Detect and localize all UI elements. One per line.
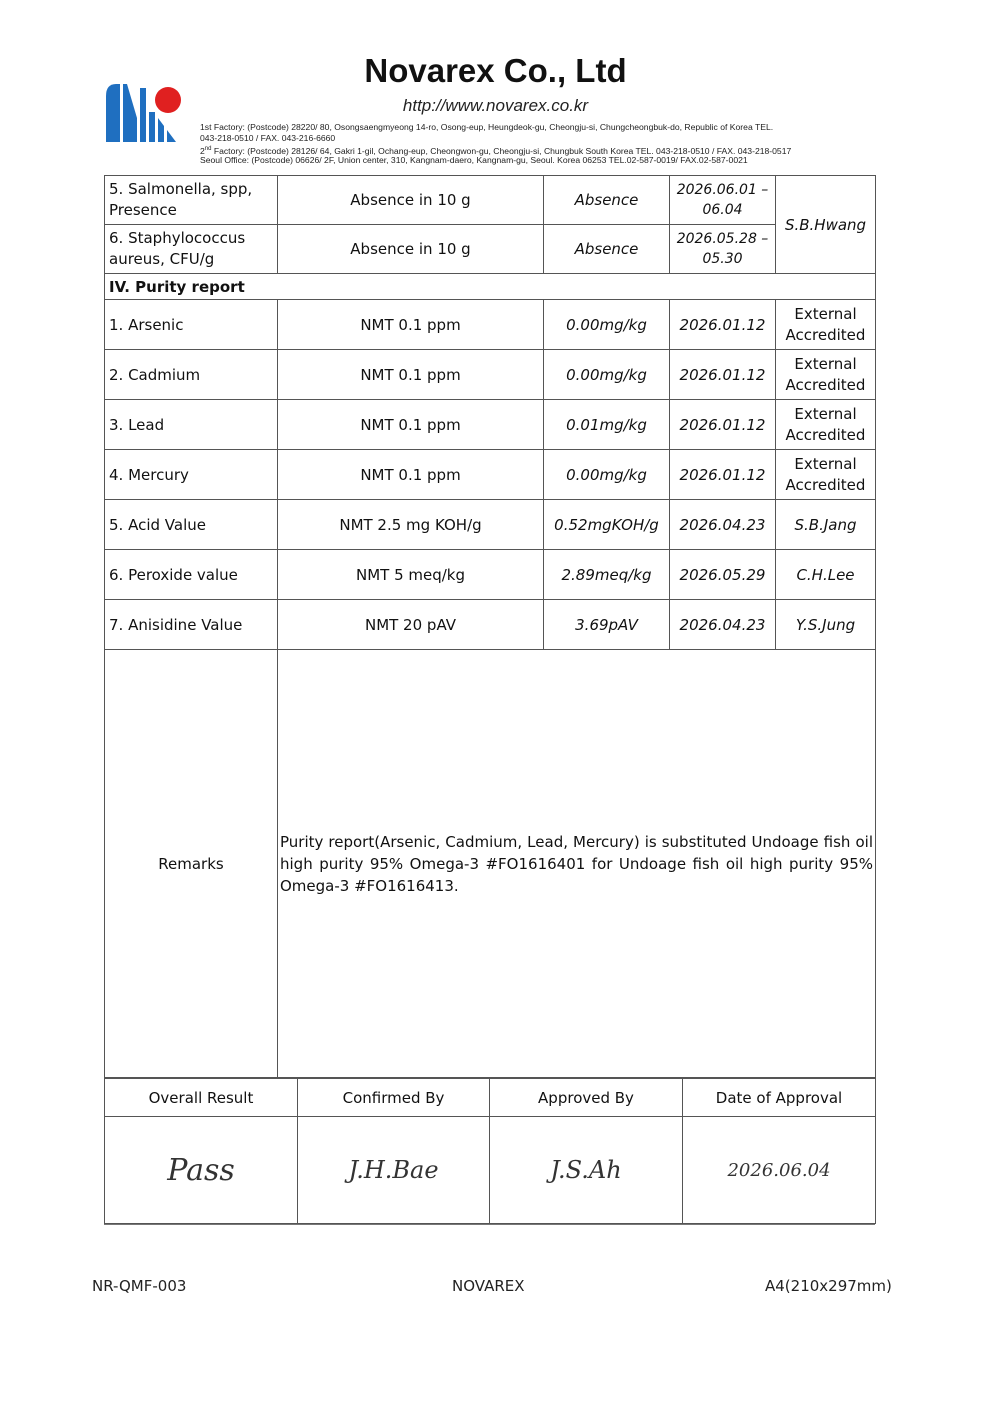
test-item: 4. Mercury [105,450,278,500]
remarks-label: Remarks [105,650,278,1078]
test-date: 2026.01.12 [670,400,776,450]
test-result: 0.52mgKOH/g [544,500,670,550]
test-date: 2026.04.23 [670,500,776,550]
table-row [105,550,876,600]
test-item: 6. Peroxide value [105,550,278,600]
section-title: IV. Purity report [105,274,876,300]
test-result: 3.69pAV [544,600,670,650]
overall-result-header: Overall Result [105,1079,298,1117]
test-result: 2.89meq/kg [544,550,670,600]
approval-header-row [105,1079,876,1117]
test-tester: Y.S.Jung [776,600,876,650]
table-row [105,225,876,274]
test-spec: NMT 0.1 ppm [278,350,544,400]
test-date: 2026.01.12 [670,350,776,400]
test-result: 0.01mg/kg [544,400,670,450]
table-row [105,600,876,650]
test-date: 2026.06.01 –06.04 [670,176,776,225]
table-row [105,300,876,350]
table-row [105,350,876,400]
test-tester: C.H.Lee [776,550,876,600]
test-item: 2. Cadmium [105,350,278,400]
paper-size: A4(210x297mm) [765,1277,892,1295]
approved-by-signature: J.S.Ah [490,1117,683,1224]
footer-brand: NOVAREX [452,1277,525,1295]
test-date: 2026.05.29 [670,550,776,600]
test-result: 0.00mg/kg [544,350,670,400]
test-date: 2026.01.12 [670,450,776,500]
approval-values-row [105,1117,876,1224]
test-item: 7. Anisidine Value [105,600,278,650]
seoul-office-address: Seoul Office: (Postcode) 06626/ 2F, Union center, 310, Kangnam-daero, Kangnam-gu, Seoul. Korea 06253 TEL.02-587-0019/ FAX.02-587-0021 [200,155,748,165]
confirmed-by-header: Confirmed By [298,1079,490,1117]
test-tester: External Accredited [776,400,876,450]
test-tester: External Accredited [776,300,876,350]
test-date: 2026.04.23 [670,600,776,650]
company-name: Novarex Co., Ltd [364,52,627,89]
form-code: NR-QMF-003 [92,1277,187,1295]
test-item: 5. Salmonella, spp, Presence [105,176,278,225]
remarks-text: Purity report(Arsenic, Cadmium, Lead, Mercury) is substituted Undoage fish oil high purity 95% Omega-3 #FO1616401 for Undoage fish oil high purity 95% Omega-3 #FO1616413. [278,650,876,1078]
test-spec: NMT 0.1 ppm [278,300,544,350]
test-spec: NMT 0.1 ppm [278,400,544,450]
test-item: 5. Acid Value [105,500,278,550]
test-item: 3. Lead [105,400,278,450]
test-spec: NMT 2.5 mg KOH/g [278,500,544,550]
test-spec: NMT 5 meq/kg [278,550,544,600]
approved-by-header: Approved By [490,1079,683,1117]
test-result: 0.00mg/kg [544,450,670,500]
overall-result-value: Pass [105,1117,298,1224]
factory2-address: 2nd Factory: (Postcode) 28126/ 64, Gakri 1-gil, Ochang-eup, Cheongwon-gu, Cheongju-si, Chungbuk South Korea TEL. 043-218-0510 / FAX. 043-218-0517 [200,145,792,156]
test-result: 0.00mg/kg [544,300,670,350]
table-row [105,500,876,550]
date-of-approval-header: Date of Approval [683,1079,876,1117]
factory1-address: 1st Factory: (Postcode) 28220/ 80, Osongsaengmyeong 14-ro, Osong-eup, Heungdeok-gu, Cheongju-si, Chungcheongbuk-do, Republic of Korea TEL. [200,122,774,132]
test-date: 2026.05.28 –05.30 [670,225,776,274]
test-results-table [104,175,876,1078]
table-row [105,176,876,225]
date-of-approval-value: 2026.06.04 [683,1117,876,1224]
table-row [105,450,876,500]
section-header-row [105,274,876,300]
company-website: http://www.novarex.co.kr [402,96,589,115]
test-spec: NMT 20 pAV [278,600,544,650]
test-tester: External Accredited [776,350,876,400]
test-item: 1. Arsenic [105,300,278,350]
remarks-row [105,650,876,1078]
test-spec: NMT 0.1 ppm [278,450,544,500]
test-tester: External Accredited [776,450,876,500]
confirmed-by-signature: J.H.Bae [298,1117,490,1224]
approval-table [104,1078,876,1224]
bottom-rule [104,1224,875,1225]
test-tester: S.B.Jang [776,500,876,550]
test-spec: Absence in 10 g [278,176,544,225]
test-result: Absence [544,225,670,274]
test-date: 2026.01.12 [670,300,776,350]
test-spec: Absence in 10 g [278,225,544,274]
factory1-phone: 043-218-0510 / FAX. 043-216-6660 [200,133,336,143]
test-item: 6. Staphylococcus aureus, CFU/g [105,225,278,274]
table-row [105,400,876,450]
test-signer: S.B.Hwang [776,176,876,274]
test-result: Absence [544,176,670,225]
